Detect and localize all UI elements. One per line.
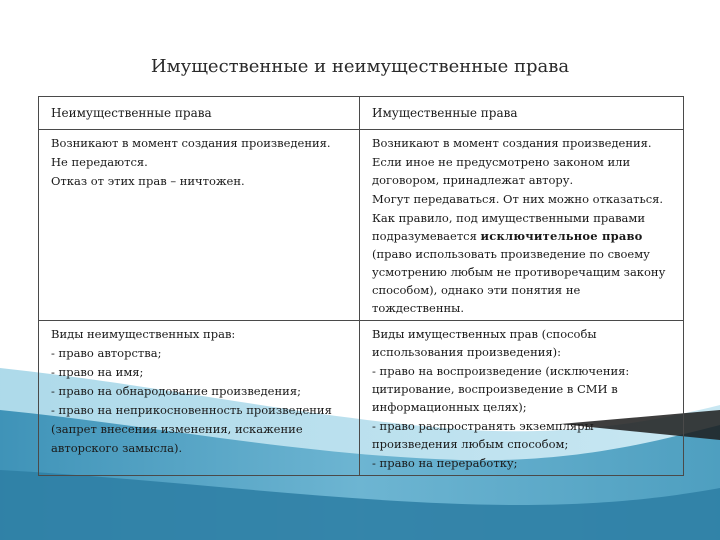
list-item: - право распространять экземпляры произведения любым способом; (372, 419, 594, 451)
slide-title: Имущественные и неимущественные права (150, 56, 570, 77)
header-property-rights: Имущественные права (360, 97, 684, 130)
paragraph-text: (право использовать произведение по своему усмотрению любым не противоречащим закону способом), однако эти понятия не тождественны. (372, 247, 666, 315)
list-item: - право на обнародование произведения; (51, 384, 301, 398)
list-item: - право на воспроизведение (исключения: цитирование, воспроизведение в СМИ в информационных целях); (372, 364, 630, 414)
rights-comparison-table (38, 96, 684, 476)
list-item: - право на переработку; (372, 456, 518, 470)
list-item: Возникают в момент создания произведения. (51, 136, 331, 150)
table-row (39, 130, 684, 321)
list-item: Виды неимущественных прав: (51, 327, 236, 341)
list-item: - право на имя; (51, 365, 144, 379)
cell-property-types (360, 321, 684, 476)
list-item (372, 209, 675, 317)
list-item: - право авторства; (51, 346, 162, 360)
paragraph-text: Как правило, под имущественными правами подразумевается (372, 211, 646, 243)
list-item: Не передаются. (51, 155, 148, 169)
list-item: Возникают в момент создания произведения. (372, 136, 652, 150)
list-item: Если иное не предусмотрено законом или договором, принадлежат автору. (372, 155, 631, 187)
table-header-row (39, 97, 684, 130)
cell-non-property-origin (39, 130, 360, 321)
cell-non-property-types (39, 321, 360, 476)
list-item: - право на неприкосновенность произведения (запрет внесения изменения, искажение авторского замысла). (51, 403, 332, 455)
list-item: Отказ от этих прав – ничтожен. (51, 174, 245, 188)
list-item: Могут передаваться. От них можно отказаться. (372, 192, 664, 206)
cell-property-origin (360, 130, 684, 321)
table-row (39, 321, 684, 476)
list-item: Виды имущественных прав (способы использования произведения): (372, 327, 597, 359)
exclusive-right-term: исключительное право (480, 229, 643, 243)
header-non-property-rights: Неимущественные права (39, 97, 360, 130)
